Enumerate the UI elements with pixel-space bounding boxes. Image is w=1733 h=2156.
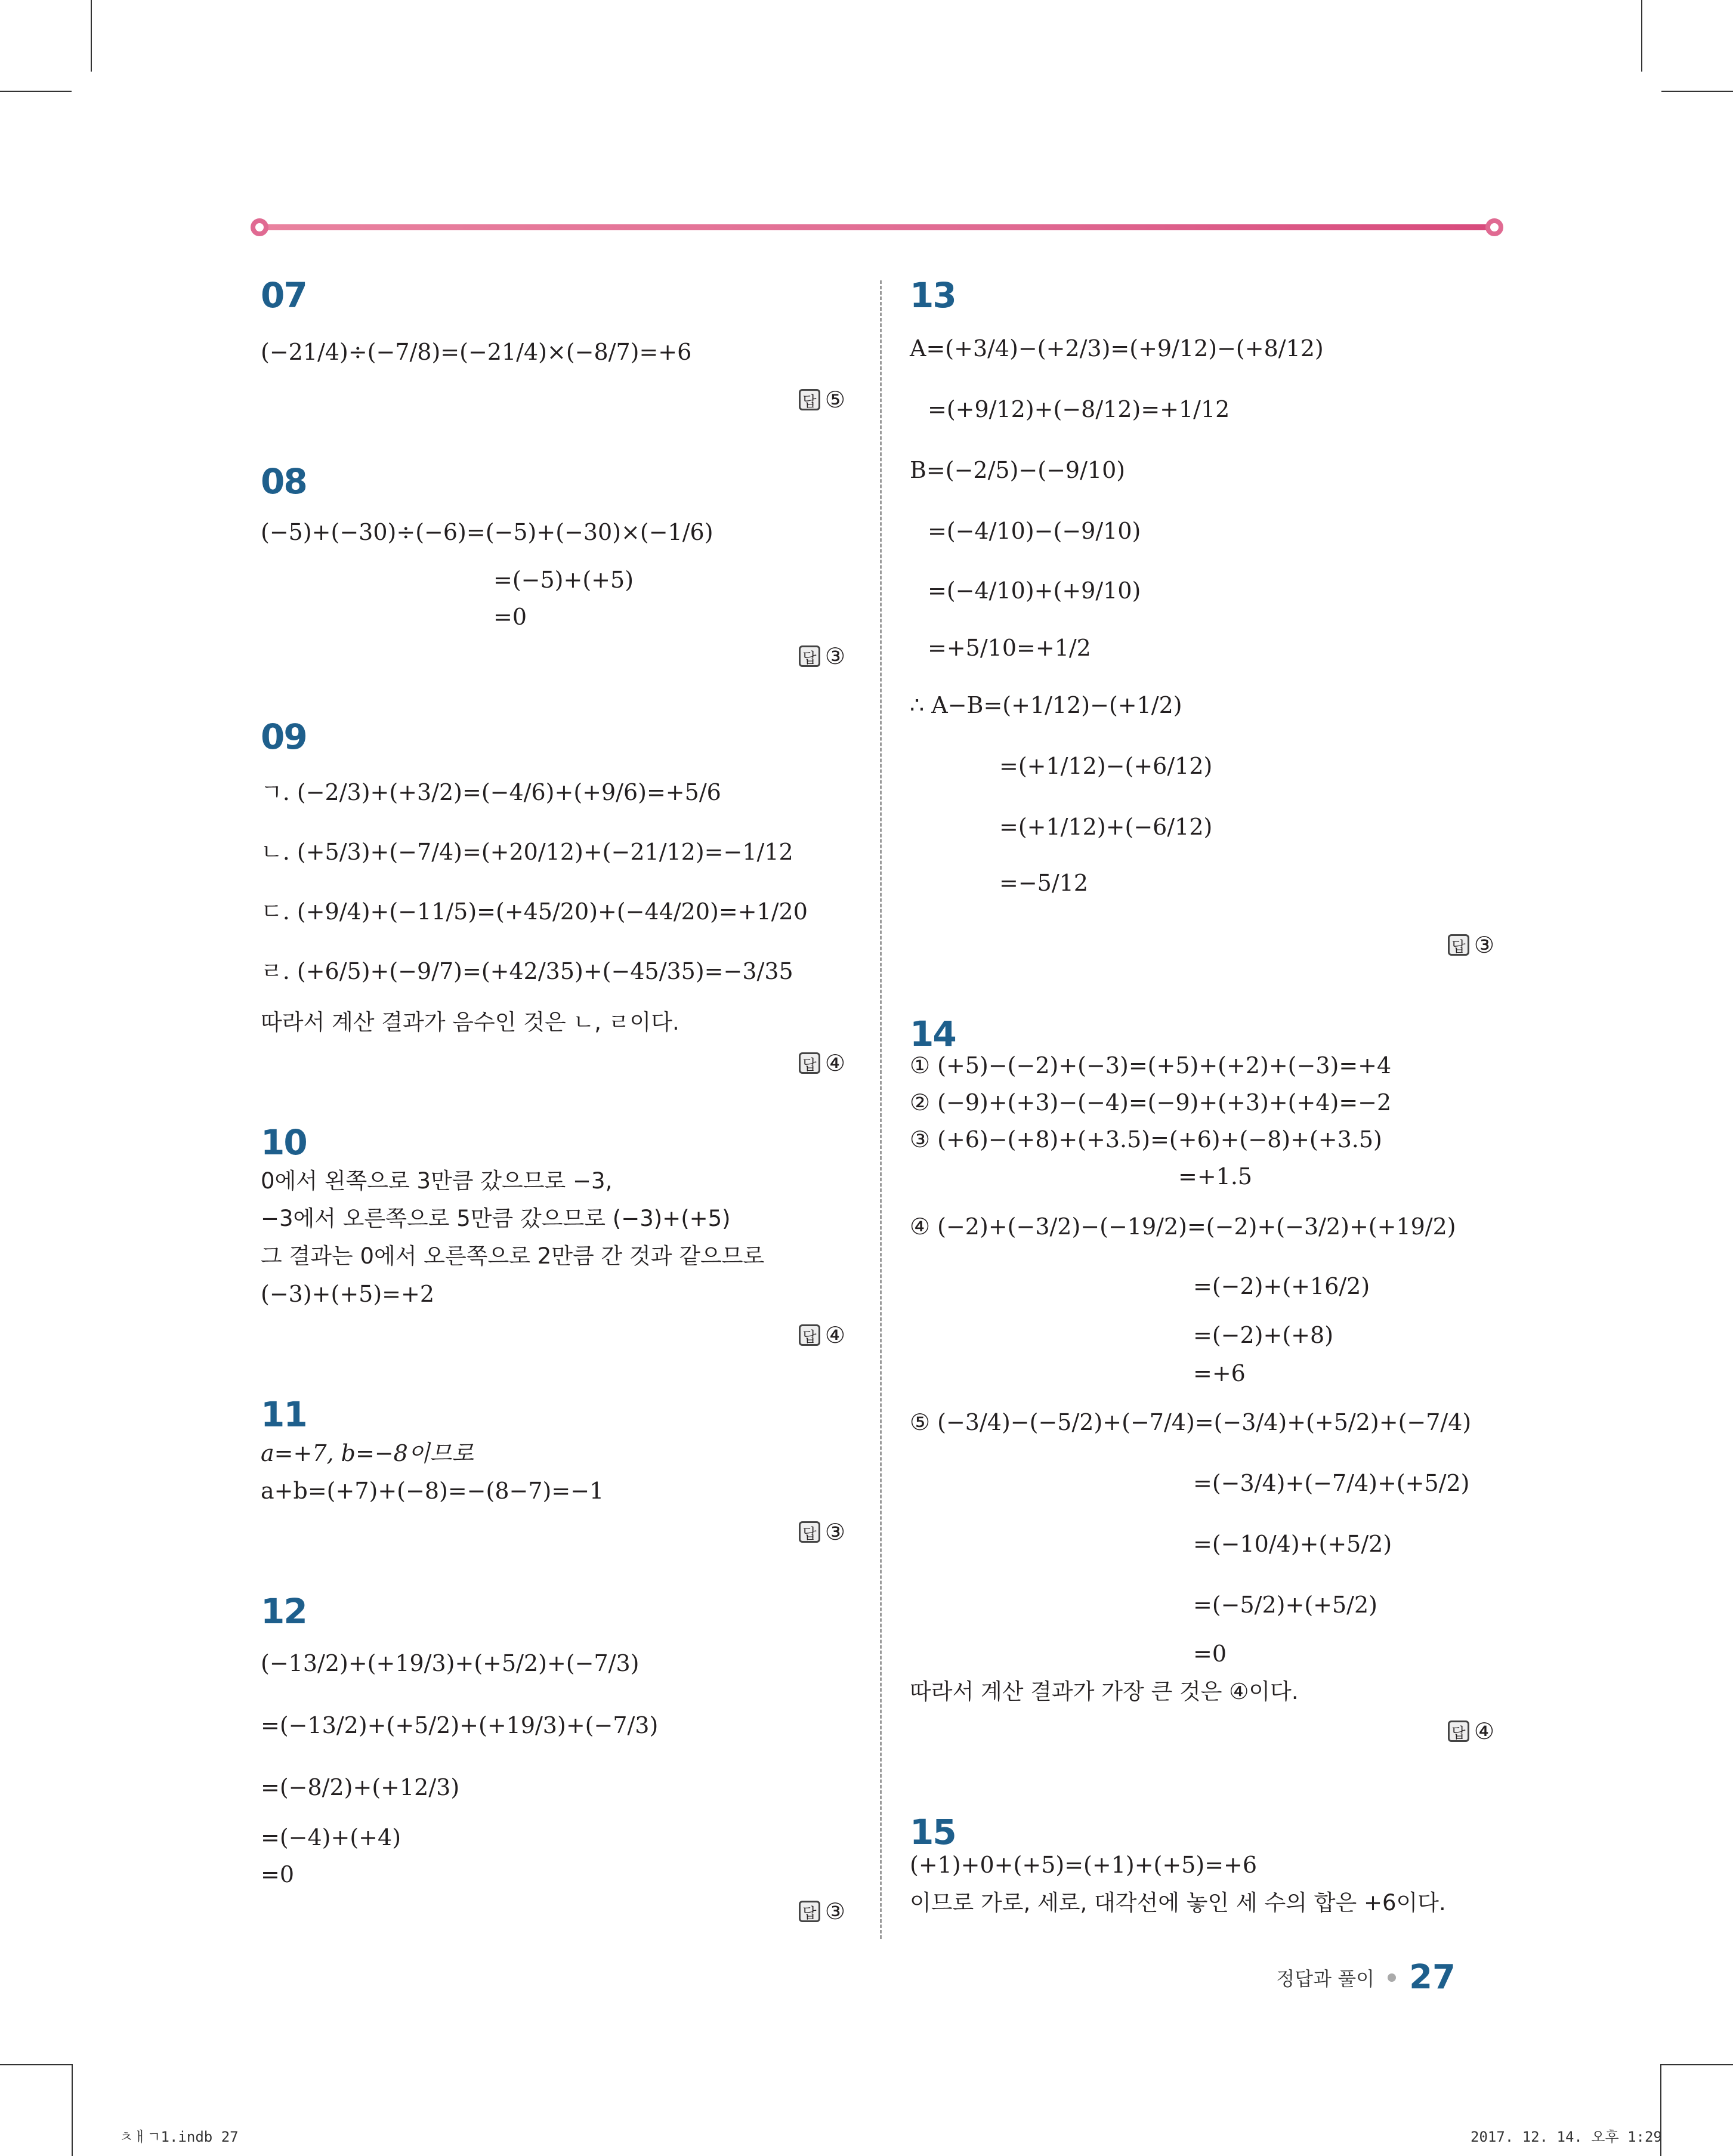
problem-08 [261, 461, 851, 669]
solution-line: =(−5/2)+(+5/2) [1193, 1592, 1377, 1618]
answer-choice: ④ [824, 1050, 845, 1076]
answer-mark [799, 643, 845, 669]
answer-mark [1448, 932, 1494, 958]
solution-line: (−3)+(+5)=+2 [261, 1281, 435, 1307]
solution-line: ㄷ. (+9/4)+(−11/5)=(+45/20)+(−44/20)=+1/20 [261, 898, 808, 925]
solution-line: a=+7, b=−8이므로 [261, 1440, 474, 1466]
problem-10 [261, 1122, 851, 1348]
solution-line: A=(+3/4)−(+2/3)=(+9/12)−(+8/12) [910, 335, 1324, 362]
problem-12 [261, 1590, 851, 1925]
solution-line: =(−3/4)+(−7/4)+(+5/2) [1193, 1470, 1470, 1496]
problem-number: 11 [261, 1394, 307, 1435]
solution-line: 그 결과는 0에서 오른쪽으로 2만큼 간 것과 같으므로 [261, 1243, 765, 1269]
footer-bullet-icon [1388, 1973, 1396, 1982]
solution-line: 이므로 가로, 세로, 대각선에 놓인 세 수의 합은 +6이다. [910, 1890, 1446, 1916]
problem-number: 15 [910, 1812, 956, 1852]
answer-mark [799, 387, 845, 413]
problem-number: 14 [910, 1014, 956, 1054]
answer-badge: 답 [799, 389, 820, 410]
solution-line: =+6 [1193, 1360, 1246, 1386]
footer-label: 정답과 풀이 [1276, 1967, 1375, 1990]
solution-line: (+1)+0+(+5)=(+1)+(+5)=+6 [910, 1852, 1258, 1878]
answer-badge: 답 [799, 1324, 820, 1346]
answer-choice: ④ [824, 1322, 845, 1348]
solution-line: 따라서 계산 결과가 가장 큰 것은 ④이다. [910, 1679, 1299, 1704]
solution-line: =0 [1193, 1641, 1227, 1667]
answer-choice: ④ [1473, 1718, 1494, 1744]
problem-09 [261, 716, 851, 1076]
solution-line: =(−2)+(+8) [1193, 1322, 1334, 1348]
answer-choice: ③ [1473, 932, 1494, 958]
column-divider [880, 280, 882, 1939]
page-number: 27 [1409, 1958, 1456, 1997]
problem-07 [261, 274, 851, 413]
solution-line: ∴ A−B=(+1/12)−(+1/2) [910, 692, 1182, 718]
solution-line: =−5/12 [999, 870, 1089, 896]
solution-line: =(−5)+(+5) [493, 567, 634, 593]
solution-line: =0 [493, 604, 527, 630]
answer-badge: 답 [1448, 1721, 1469, 1742]
solution-line: =(−4/10)+(+9/10) [928, 577, 1141, 604]
solution-line: ④ (−2)+(−3/2)−(−19/2)=(−2)+(−3/2)+(+19/2) [910, 1213, 1456, 1240]
solution-line: =(−2)+(+16/2) [1193, 1273, 1370, 1299]
solution-line: −3에서 오른쪽으로 5만큼 갔으므로 (−3)+(+5) [261, 1206, 731, 1231]
solution-line: =(−4/10)−(−9/10) [928, 518, 1141, 544]
solution-line: ① (+5)−(−2)+(−3)=(+5)+(+2)+(−3)=+4 [910, 1052, 1392, 1079]
answer-mark [799, 1050, 845, 1076]
solution-line: a+b=(+7)+(−8)=−(8−7)=−1 [261, 1478, 604, 1504]
solution-line: (−5)+(−30)÷(−6)=(−5)+(−30)×(−1/6) [261, 519, 713, 545]
solution-line: =(−10/4)+(+5/2) [1193, 1531, 1392, 1557]
answer-mark [799, 1898, 845, 1925]
problem-number: 10 [261, 1122, 307, 1163]
solution-line: 따라서 계산 결과가 음수인 것은 ㄴ, ㄹ이다. [261, 1009, 679, 1035]
solution-line: =+5/10=+1/2 [928, 635, 1091, 661]
problem-11 [261, 1394, 851, 1545]
crop-mark [91, 0, 92, 72]
solution-line: =(−8/2)+(+12/3) [261, 1774, 460, 1800]
answer-choice: ③ [824, 1519, 845, 1545]
problem-number: 09 [261, 716, 307, 757]
solution-line: ㄱ. (−2/3)+(+3/2)=(−4/6)+(+9/6)=+5/6 [261, 779, 721, 805]
solution-line: =0 [261, 1861, 295, 1888]
solution-line: =(+1/12)+(−6/12) [999, 814, 1213, 840]
answer-badge: 답 [799, 1901, 820, 1922]
solution-line: 0에서 왼쪽으로 3만큼 갔으므로 −3, [261, 1168, 613, 1194]
answer-badge: 답 [799, 1052, 820, 1074]
solution-line: (−13/2)+(+19/3)+(+5/2)+(−7/3) [261, 1650, 640, 1676]
slug-right: 2017. 12. 14. 오후 1:29 [1471, 2129, 1662, 2145]
page-footer [1276, 1958, 1456, 1997]
crop-mark [1661, 91, 1733, 92]
solution-line: =(−4)+(+4) [261, 1824, 401, 1851]
solution-line: =+1.5 [1178, 1163, 1253, 1190]
answer-choice: ⑤ [824, 387, 845, 413]
solution-line: =(−13/2)+(+5/2)+(+19/3)+(−7/3) [261, 1712, 659, 1738]
problem-15 [910, 1811, 1506, 1916]
answer-choice: ③ [824, 643, 845, 669]
crop-mark [1661, 2064, 1733, 2065]
slug-left: ㅊㅐㄱ1.indb 27 [119, 2129, 239, 2145]
problem-number: 07 [261, 275, 307, 316]
crop-mark [0, 91, 72, 92]
solution-line: (−21/4)÷(−7/8)=(−21/4)×(−8/7)=+6 [261, 339, 692, 365]
answer-choice: ③ [824, 1898, 845, 1925]
solution-line: =(+1/12)−(+6/12) [999, 753, 1213, 779]
problem-13 [910, 274, 1506, 958]
crop-mark [1641, 0, 1642, 72]
solution-line: =(+9/12)+(−8/12)=+1/12 [928, 396, 1230, 422]
left-column [261, 0, 857, 1969]
crop-mark [0, 2064, 72, 2065]
problem-14 [910, 1013, 1506, 1744]
problem-number: 13 [910, 275, 956, 316]
right-column [910, 0, 1512, 1969]
solution-line: ⑤ (−3/4)−(−5/2)+(−7/4)=(−3/4)+(+5/2)+(−7/4) [910, 1409, 1472, 1435]
solution-line: B=(−2/5)−(−9/10) [910, 457, 1126, 483]
problem-number: 08 [261, 461, 307, 502]
answer-badge: 답 [1448, 934, 1469, 956]
answer-mark [1448, 1718, 1494, 1744]
answer-badge: 답 [799, 1521, 820, 1543]
solution-line: ③ (+6)−(+8)+(+3.5)=(+6)+(−8)+(+3.5) [910, 1126, 1382, 1153]
answer-mark [799, 1519, 845, 1545]
crop-mark [72, 2064, 73, 2156]
answer-badge: 답 [799, 645, 820, 667]
problem-number: 12 [261, 1591, 307, 1632]
solution-line: ㄴ. (+5/3)+(−7/4)=(+20/12)+(−21/12)=−1/12 [261, 839, 793, 865]
solution-line: ㄹ. (+6/5)+(−9/7)=(+42/35)+(−45/35)=−3/35 [261, 958, 793, 984]
answer-mark [799, 1322, 845, 1348]
solution-line: ② (−9)+(+3)−(−4)=(−9)+(+3)+(+4)=−2 [910, 1089, 1392, 1116]
